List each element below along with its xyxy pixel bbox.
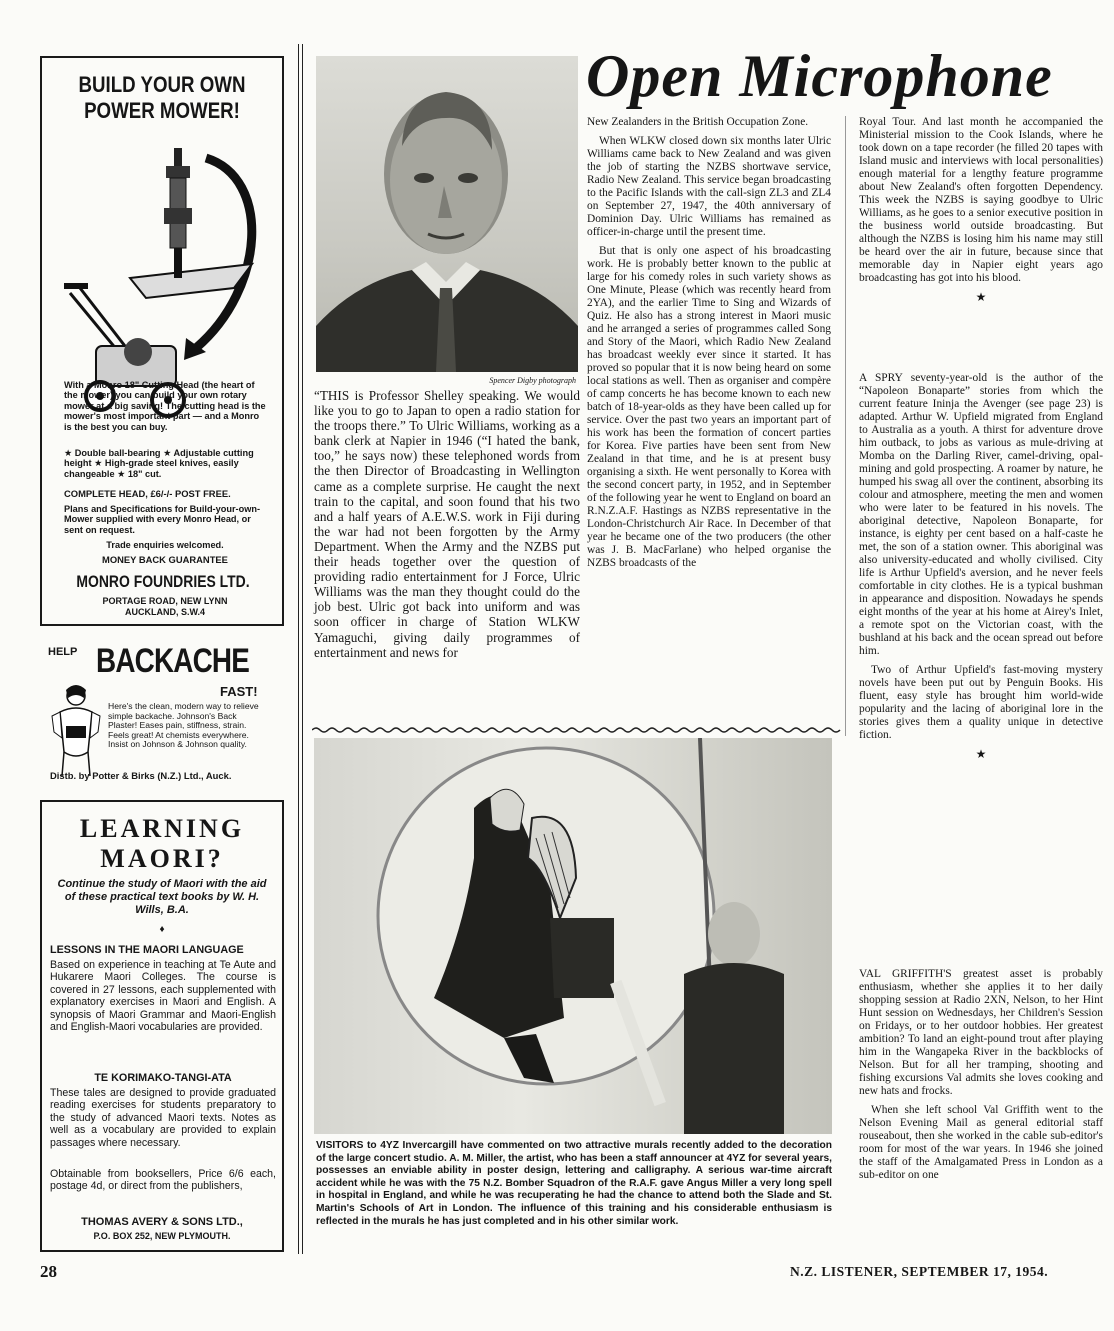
upfield-para-1: A SPRY seventy-year-old is the author of the “Napoleon Bonaparte” stories from which the current feature Ininja the Avenger (see page 23) is adapted. Arthur W. Upfield migrated from England to Australia as a youth. A thirst for adventure drove him outback, to jobs as various as mule-driving at Momba on the Darling River, camel-driving, opal-mining and gold prospecting. A roamer by nature, he humped his swag all over the continent, absorbing its colour and atmosphere, meeting the men and women who were later to be featured in his novels. The aboriginal detective, Napoleon Bonaparte, for instance, is eighty per cent based on a half-caste he met, the son of a station owner. This aboriginal was also university-educated and wholly civilised. City life is Arthur Upfield's aversion, and he never feels comfortable in city clothes. He is a typical bushman in appearance and disposition. Nowadays he spends eight months of the year at his home at Airey's Inlet, a remote spot on the Victorian coast, with the bushland at his back and the ocean spread out before him.	[859, 372, 1103, 657]
backache-fast: FAST!	[220, 684, 258, 699]
portrait-illustration	[316, 56, 578, 372]
star-divider-1: ★	[975, 290, 987, 304]
column-rule-left-2	[302, 44, 303, 1254]
maori-publisher: THOMAS AVERY & SONS LTD.,	[81, 1216, 243, 1228]
col2-para-2: When WLKW closed down six months later Ulric Williams came back to New Zealand and was given the job of starting the NZBS shortwave service, Radio New Zealand. This service began broadcasting to the Pacific Islands with the call-sign ZL3 and ZL4 on September 27, 1947, the 40th anniversary of Dominion Day. Ulric Williams has remained as officer-in-charge until the present time.	[587, 135, 831, 238]
column-rule-mid	[845, 116, 846, 736]
article-column-3	[859, 116, 1103, 310]
star-divider-2: ★	[975, 747, 987, 761]
backache-distributor: Distb. by Potter & Birks (N.Z.) Ltd., Auck.	[50, 770, 232, 781]
maori-book2-title: TE KORIMAKO-TANGI-ATA	[94, 1072, 232, 1084]
mural-illustration	[314, 738, 832, 1134]
mower-ad-company: MONRO FOUNDRIES LTD.	[76, 572, 250, 591]
mower-ad-guarantee: MONEY BACK GUARANTEE	[102, 554, 228, 565]
mower-ad-address2: AUCKLAND, S.W.4	[124, 607, 205, 617]
woman-back-illustration	[46, 682, 106, 778]
diamond-ornament: ♦	[159, 924, 165, 935]
upfield-para-2: Two of Arthur Upfield's fast-moving mystery novels have been put out by Penguin Books. His fluent, easy style has brought him world-wide popularity and the lacing of aboriginal lore in the stories gives them a quality unique in detective fiction.	[859, 664, 1103, 741]
maori-ad-headline-2: MAORI?	[100, 844, 224, 873]
mower-ad-address1: PORTAGE ROAD, NEW LYNN	[102, 596, 228, 606]
backache-headline: BACKACHE	[96, 642, 249, 680]
page-number: 28	[40, 1262, 57, 1281]
val-para-2: When she left school Val Griffith went to the Nelson Evening Mail as general editorial staff rouseabout, then she worked in the cable sub-editor's room for most of the war years. In 1946 she joined the staff of the Amalgamated Press in London as a sub-editor on one	[859, 1104, 1103, 1181]
upfield-text	[859, 372, 1103, 767]
maori-book2-text: These tales are designed to provide graduated reading exercises for students preparatory to the study of advanced Maori texts. Notes as well as a vocabulary are provided to explain passages where necessary.	[50, 1087, 276, 1149]
photo-credit: Spencer Digby photograph	[489, 376, 576, 385]
publication-footer: N.Z. LISTENER, SEPTEMBER 17, 1954.	[790, 1264, 1049, 1279]
maori-ad-headline-1: LEARNING	[79, 814, 245, 843]
article-lead-text: “THIS is Professor Shelley speaking. We would like you to go to Japan to open a radio station for the troops there.” To Ulric Williams, working as a bank clerk at Napier in 1946 (“I hated the bank, too,” he says now) these telephoned words from the then Director of Broadcasting in Wellington came as a complete surprise. He caught the next train to the capital, and soon found that his two and a half years of A.E.W.S. work in Fiji during the war had not been forgotten by the Army Department. When the Army and the NZBS put their heads together over the question of providing radio entertainment for J Force, Ulric Williams was the man they thought could do the job best. Ulric got back into uniform and was soon officer in charge of Station WLKW Yamaguchi, giving daily programmes of entertainment and news for	[314, 388, 580, 660]
mower-ad-features: ★ Double ball-bearing ★ Adjustable cutting height ★ High-grade steel knives, easily changeable ★ 18" cut.	[64, 448, 254, 479]
masthead: Open Microphone	[586, 43, 1053, 109]
maori-book1-title: LESSONS IN THE MAORI LANGUAGE	[50, 944, 244, 956]
backache-body: Here's the clean, modern way to relieve simple backache. Johnson's Back Plaster! Eases pain, stiffness, strain. Feels great! At chemists everywhere. Insist on Johnson & Johnson quality.	[108, 701, 259, 750]
backache-help: HELP	[48, 646, 78, 658]
maori-order-text: Obtainable from booksellers, Price 6/6 each, postage 4d, or direct from the publishers,	[50, 1168, 276, 1193]
mower-ad	[40, 56, 284, 626]
mower-ad-body: With a Monro 18" Cutting Head (the heart of the mower) you can build your own rotary mower at a big saving! The cutting head is the mower's most important part — and a Monro is the best you can buy.	[64, 380, 266, 432]
wavy-divider	[312, 726, 846, 734]
val-para-1: VAL GRIFFITH'S greatest asset is probably enthusiasm, whether she applies it to her daily shopping session at Radio 2XN, Nelson, to her Hint Hunt session on Wednesdays, her Children's Session on Fridays, or to her outdoor hobbies. Her greatest ambition? To land an eight-pound trout after playing him in the Wangapeka River in the backblocks of Nelson. But for all her tramping, shooting and fishing excursions Val admits she loves cooking and new hats and frocks.	[859, 968, 1103, 1097]
mural-photo	[314, 738, 832, 1134]
mower-ad-price: COMPLETE HEAD, £6/-/- POST FREE.	[64, 488, 231, 499]
mower-ad-trade: Trade enquiries welcomed.	[106, 540, 224, 550]
maori-books-ad	[40, 800, 284, 1252]
val-griffith-text	[859, 968, 1103, 1188]
mural-caption: VISITORS to 4YZ Invercargill have commented on two attractive murals recently added to the decoration of the large concert studio. A. M. Miller, the artist, who has been a staff announcer at 4YZ for several years, possesses an enviable ability in poster design, lettering and calligraphy. A serious war-time aircraft accident while he was with the 75 N.Z. Bomber Squadron of the R.A.F. gave Angus Miller a very long spell in hospital in England, and while he was recuperating he had the chance to attend both the Slade and St. Martin's Schools of Art in London. The influence of this training and his considerable enthusiasm is reflected in the murals he has just completed and in his other similar work.	[316, 1140, 832, 1227]
ulric-williams-photo	[316, 56, 578, 372]
maori-publisher-address: P.O. BOX 252, NEW PLYMOUTH.	[93, 1231, 231, 1241]
col2-para-1: New Zealanders in the British Occupation Zone.	[587, 116, 809, 128]
column-rule-left	[298, 44, 299, 1254]
mower-ad-headline: BUILD YOUR OWN POWER MOWER!	[78, 72, 246, 123]
maori-book1-text: Based on experience in teaching at Te Aute and Hukarere Maori Colleges. The course is covered in 27 lessons, each supplemented with explanatory exercises in Maori and English. A synopsis of Maori Grammar and Maori-English and English-Maori vocabularies are provided.	[50, 959, 276, 1034]
backache-ad	[40, 636, 284, 786]
col2-para-3: But that is only one aspect of his broadcasting work. He is probably better known to the public at large for his comedy roles in such variety shows as One Minute, Please (which was recently heard from 2YA), and the earlier Time to Sing and Wizards of Quiz. He also has a strong interest in Maori music and he arranged a series of programmes called Song and Story of the Maori, which Radio New Zealand has broadcast weekly ever since it started. It has proved so popular that it is now being heard on some local stations as well. Then as organiser and compère of camp concerts he has become known to each new batch of 18-year-olds as they have been called up for service. Over the past two years an important part of his work has been the formation of concert parties for Korea. Five parties have been sent from New Zealand in that time, and he is at present busy organising a sixth. He went personally to Korea with the second concert party, in 1952, and in September of the following year he went to England on board an R.N.Z.A.F. Hastings as NZBS representative in the London-Christchurch Air Race. In December of that year he became one of the two producers (the other was J. B. MacFarlane) who helped organise the NZBS broadcasts of the	[587, 245, 831, 569]
maori-ad-intro: Continue the study of Maori with the aid of these practical text books by W. H. Wills, B.A.	[57, 878, 267, 916]
mower-ad-plans: Plans and Specifications for Build-your-own-Mower supplied with every Monro Head, or sent on request.	[64, 504, 261, 535]
col3-para-1: Royal Tour. And last month he accompanied the Ministerial mission to the Cook Islands, where he took down on a tape recorder (he filled 20 tapes with Island music and interviews with local personalities) enough material for a lengthy feature programme about New Zealand's often forgotten Dependency. This week the NZBS is saying goodbye to Ulric Williams, as he goes to a senior executive position in the business world outside broadcasting. But although the NZBS is losing him his name may still be heard over the air in future, because since that memorable day in Napier eight years ago broadcasting has got into his blood.	[859, 116, 1103, 284]
article-column-2	[587, 116, 831, 576]
